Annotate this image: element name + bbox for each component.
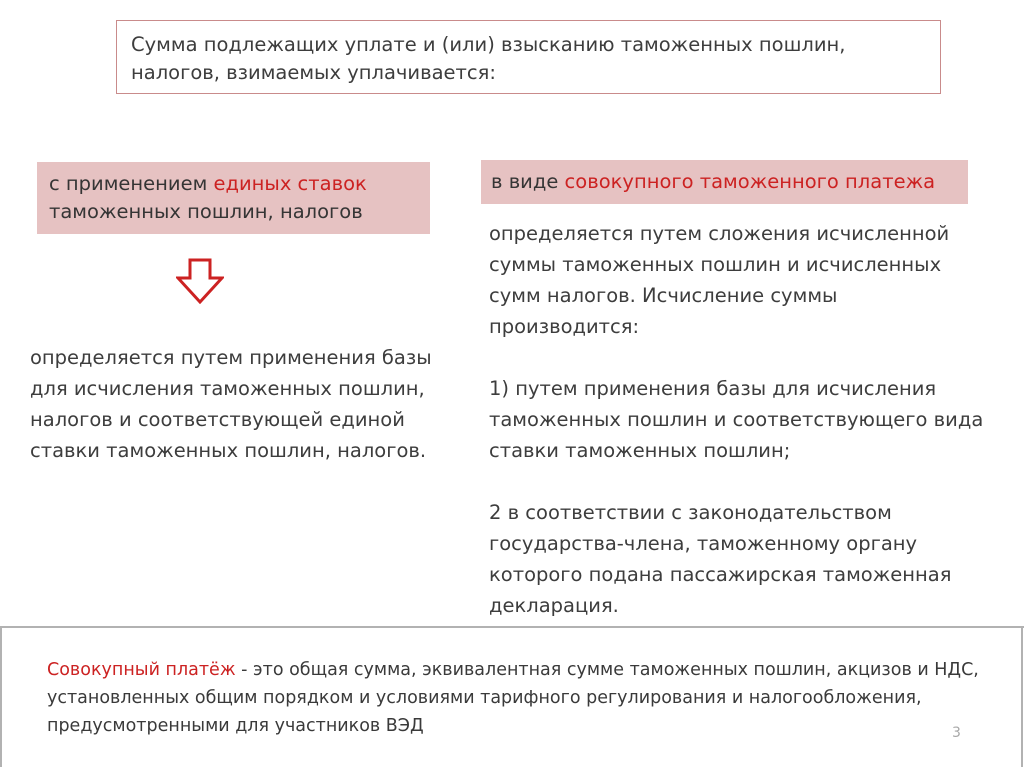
page-number: 3 [952, 725, 961, 741]
down-arrow-icon [176, 258, 224, 304]
definition-term: Совокупный платёж [47, 660, 236, 680]
left-label-highlight: единых ставок [213, 172, 367, 195]
footer-right-border [1021, 626, 1023, 767]
right-item-1: 1) путем применения базы для исчисления таможенных пошлин и соответствующего вида ставки таможенных пошлин; [489, 377, 984, 462]
title-box [116, 20, 941, 94]
right-intro: определяется путем сложения исчисленной суммы таможенных пошлин и исчисленных сумм налогов. Исчисление суммы производится: [489, 222, 950, 338]
footer-divider [0, 626, 1024, 628]
right-item-2: 2 в соответствии с законодательством государства-члена, таможенному органу которого подана пассажирская таможенная декларация. [489, 501, 952, 617]
right-description [489, 218, 989, 621]
right-label-highlight: совокупного таможенного платежа [564, 170, 936, 193]
left-description: определяется путем применения базы для исчисления таможенных пошлин, налогов и соответствующей единой ставки таможенных пошлин, налогов. [30, 346, 432, 462]
slide-title: Сумма подлежащих уплате и (или) взысканию таможенных пошлин, налогов, взимаемых уплачивается: [131, 33, 846, 84]
left-label-prefix: с применением [49, 172, 214, 195]
right-label-box [481, 160, 968, 204]
definition-body: - это общая сумма, эквивалентная сумме таможенных пошлин, акцизов и НДС, установленных общим порядком и условиями тарифного регулирования и налогообложения, предусмотренными для участников ВЭД [47, 660, 979, 736]
left-label-box [37, 162, 430, 234]
right-label-prefix: в виде [491, 170, 565, 193]
footer-left-border [0, 626, 2, 767]
definition-text [47, 656, 992, 740]
left-label-suffix: таможенных пошлин, налогов [49, 200, 363, 223]
